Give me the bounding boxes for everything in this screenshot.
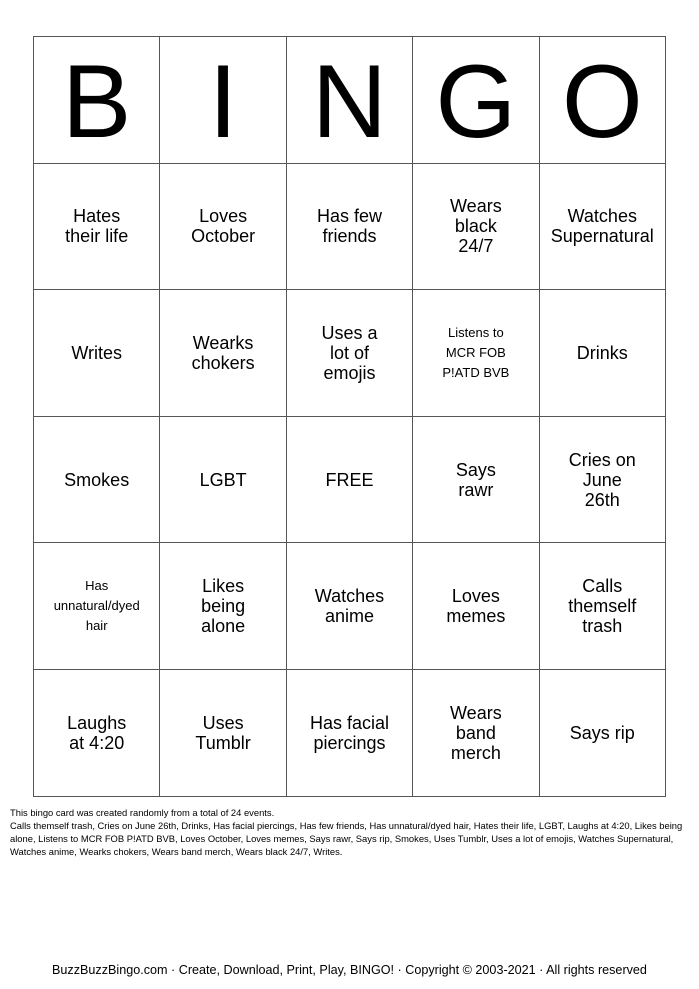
bingo-cell: Says rip — [539, 669, 665, 796]
bingo-cell: LGBT — [160, 416, 286, 543]
header-letter-i: I — [160, 37, 286, 164]
card-row — [34, 669, 666, 796]
bingo-cell: Wearks chokers — [160, 290, 286, 417]
bingo-cell: Has few friends — [286, 163, 412, 290]
free-space-cell: FREE — [286, 416, 412, 543]
bingo-cell: Loves October — [160, 163, 286, 290]
card-row — [34, 163, 666, 290]
bingo-cell: Uses a lot of emojis — [286, 290, 412, 417]
header-letter-g: G — [413, 37, 539, 164]
card-row — [34, 290, 666, 417]
bingo-cell: Has unnatural/dyed hair — [34, 543, 160, 670]
bingo-cell: Writes — [34, 290, 160, 417]
bingo-cell: Hates their life — [34, 163, 160, 290]
header-letter-o: O — [539, 37, 665, 164]
bingo-cell: Has facial piercings — [286, 669, 412, 796]
bingo-cell: Smokes — [34, 416, 160, 543]
footer-copyright: BuzzBuzzBingo.com · Create, Download, Print, Play, BINGO! · Copyright © 2003-2021 · All rights reserved — [52, 963, 647, 977]
bingo-cell: Calls themself trash — [539, 543, 665, 670]
card-row — [34, 416, 666, 543]
bingo-cell: Cries on June 26th — [539, 416, 665, 543]
header-letter-n: N — [286, 37, 412, 164]
card-row — [34, 543, 666, 670]
card-info-events: Calls themself trash, Cries on June 26th, Drinks, Has facial piercings, Has few friends, Has unnatural/dyed hair, Hates their life, LGBT, Laughs at 4:20, Likes being alone, Listens to MCR FOB P!ATD BVB, Loves October, Loves memes, Says rawr, Says rip, Smokes, Uses Tumblr, Uses a lot of emojis, Watches Supernatural, Watches anime, Wearks chokers, Wears band merch, Wears black 24/7, Writes. — [10, 820, 683, 857]
bingo-cell: Listens to MCR FOB P!ATD BVB — [413, 290, 539, 417]
bingo-cell: Wears black 24/7 — [413, 163, 539, 290]
card-info-summary: This bingo card was created randomly from a total of 24 events. — [10, 807, 275, 818]
bingo-cell: Loves memes — [413, 543, 539, 670]
card-info — [10, 806, 690, 858]
bingo-cell: Uses Tumblr — [160, 669, 286, 796]
bingo-cell: Watches anime — [286, 543, 412, 670]
header-row — [34, 37, 666, 164]
header-letter-b: B — [34, 37, 160, 164]
bingo-cell: Likes being alone — [160, 543, 286, 670]
bingo-cell: Laughs at 4:20 — [34, 669, 160, 796]
bingo-cell: Wears band merch — [413, 669, 539, 796]
bingo-cell: Says rawr — [413, 416, 539, 543]
bingo-cell: Drinks — [539, 290, 665, 417]
bingo-cell: Watches Supernatural — [539, 163, 665, 290]
bingo-card — [33, 36, 666, 797]
